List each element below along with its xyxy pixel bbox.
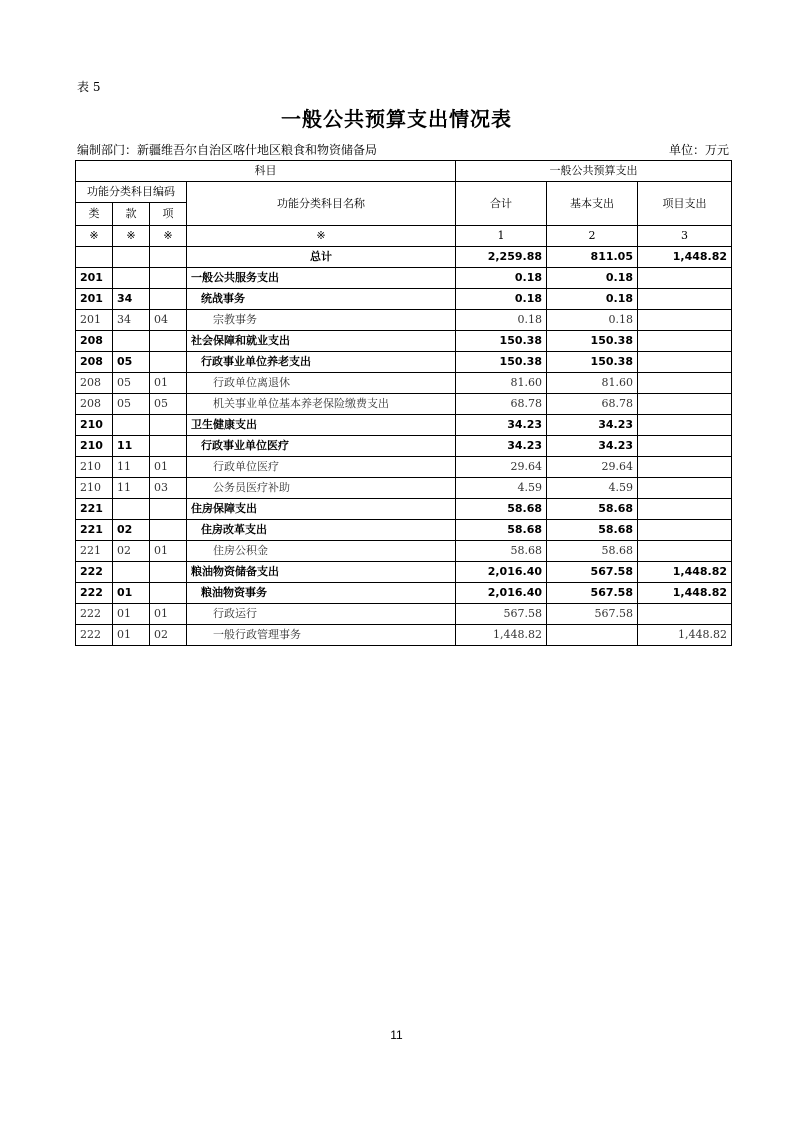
- table-row: [76, 604, 732, 625]
- subject-name: 行政事业单位养老支出: [187, 352, 456, 373]
- amount-total: 0.18: [456, 310, 547, 331]
- page-number: 11: [390, 1028, 403, 1042]
- amount-project: [638, 415, 732, 436]
- amount-total: 4.59: [456, 478, 547, 499]
- amount-project: [638, 394, 732, 415]
- budget-table: [75, 160, 732, 646]
- amount-basic: 58.68: [547, 541, 638, 562]
- table-row: [76, 331, 732, 352]
- amount-project: [638, 457, 732, 478]
- code-xiang: [150, 331, 187, 352]
- total-basic: 811.05: [547, 247, 638, 268]
- amount-basic: 150.38: [547, 331, 638, 352]
- amount-total: 58.68: [456, 499, 547, 520]
- amount-basic: 34.23: [547, 436, 638, 457]
- amount-total: 34.23: [456, 436, 547, 457]
- table-row: [76, 415, 732, 436]
- amount-basic: 81.60: [547, 373, 638, 394]
- table-label: 表 5: [77, 80, 101, 94]
- header-name-col: 功能分类科目名称: [187, 182, 456, 226]
- subject-name: 粮油物资事务: [187, 583, 456, 604]
- amount-project: [638, 436, 732, 457]
- page-title: 一般公共预算支出情况表: [281, 107, 512, 131]
- code-lei: 208: [76, 373, 113, 394]
- code-lei: 208: [76, 331, 113, 352]
- amount-project: [638, 520, 732, 541]
- amount-project: 1,448.82: [638, 562, 732, 583]
- header-basic-col: 基本支出: [547, 182, 638, 226]
- header-budget-group: 一般公共预算支出: [456, 161, 732, 182]
- amount-basic: 29.64: [547, 457, 638, 478]
- code-kuan: 02: [113, 520, 150, 541]
- table-row: [76, 478, 732, 499]
- code-kuan: 01: [113, 604, 150, 625]
- table-cell: [150, 247, 187, 268]
- amount-project: [638, 541, 732, 562]
- table-cell: [76, 247, 113, 268]
- amount-total: 567.58: [456, 604, 547, 625]
- code-xiang: [150, 562, 187, 583]
- amount-total: 29.64: [456, 457, 547, 478]
- code-xiang: 03: [150, 478, 187, 499]
- code-lei: 221: [76, 499, 113, 520]
- amount-project: [638, 499, 732, 520]
- header-subject: 科目: [76, 161, 456, 182]
- table-row: [76, 310, 732, 331]
- table-row: [76, 541, 732, 562]
- code-lei: 210: [76, 436, 113, 457]
- subject-name: 宗教事务: [187, 310, 456, 331]
- header-index: 1: [456, 226, 547, 247]
- code-kuan: [113, 268, 150, 289]
- code-xiang: 01: [150, 457, 187, 478]
- code-kuan: 11: [113, 457, 150, 478]
- subject-name: 行政事业单位医疗: [187, 436, 456, 457]
- amount-basic: 0.18: [547, 310, 638, 331]
- code-kuan: 11: [113, 478, 150, 499]
- amount-basic: 567.58: [547, 562, 638, 583]
- unit-label: 单位：万元: [668, 143, 729, 157]
- header-total-col: 合计: [456, 182, 547, 226]
- code-kuan: 11: [113, 436, 150, 457]
- code-lei: 201: [76, 268, 113, 289]
- table-row: [76, 352, 732, 373]
- table-row: [76, 268, 732, 289]
- subject-name: 行政单位离退休: [187, 373, 456, 394]
- table-row: [76, 436, 732, 457]
- code-lei: 222: [76, 604, 113, 625]
- header-mark: ※: [187, 226, 456, 247]
- amount-basic: 58.68: [547, 499, 638, 520]
- subject-name: 一般行政管理事务: [187, 625, 456, 646]
- amount-total: 58.68: [456, 520, 547, 541]
- header-mark: ※: [76, 226, 113, 247]
- amount-total: 2,016.40: [456, 583, 547, 604]
- code-lei: 221: [76, 520, 113, 541]
- code-lei: 210: [76, 478, 113, 499]
- amount-basic: [547, 625, 638, 646]
- header-code-group: 功能分类科目编码: [76, 182, 187, 203]
- amount-basic: 0.18: [547, 289, 638, 310]
- amount-project: 1,448.82: [638, 625, 732, 646]
- amount-total: 150.38: [456, 331, 547, 352]
- code-xiang: [150, 352, 187, 373]
- code-lei: 222: [76, 625, 113, 646]
- code-lei: 210: [76, 457, 113, 478]
- code-lei: 201: [76, 289, 113, 310]
- code-xiang: 05: [150, 394, 187, 415]
- table-row: [76, 499, 732, 520]
- code-kuan: 01: [113, 583, 150, 604]
- code-lei: 208: [76, 394, 113, 415]
- code-xiang: 01: [150, 541, 187, 562]
- amount-project: [638, 289, 732, 310]
- amount-total: 68.78: [456, 394, 547, 415]
- subject-name: 住房改革支出: [187, 520, 456, 541]
- amount-project: [638, 352, 732, 373]
- table-row: [76, 520, 732, 541]
- amount-total: 0.18: [456, 268, 547, 289]
- amount-total: 81.60: [456, 373, 547, 394]
- header-xiang: 项: [150, 203, 187, 226]
- code-kuan: 05: [113, 352, 150, 373]
- table-row: [76, 394, 732, 415]
- code-lei: 201: [76, 310, 113, 331]
- amount-project: [638, 268, 732, 289]
- header-project-col: 项目支出: [638, 182, 732, 226]
- code-kuan: [113, 562, 150, 583]
- table-row: [76, 583, 732, 604]
- code-xiang: 02: [150, 625, 187, 646]
- table-row: [76, 373, 732, 394]
- amount-basic: 58.68: [547, 520, 638, 541]
- amount-project: 1,448.82: [638, 583, 732, 604]
- code-xiang: [150, 499, 187, 520]
- code-xiang: 04: [150, 310, 187, 331]
- code-kuan: 34: [113, 289, 150, 310]
- department-label: 编制部门：新疆维吾尔自治区喀什地区粮食和物资储备局: [77, 143, 378, 157]
- table-row: [76, 289, 732, 310]
- amount-basic: 0.18: [547, 268, 638, 289]
- subject-name: 公务员医疗补助: [187, 478, 456, 499]
- code-xiang: [150, 289, 187, 310]
- code-kuan: [113, 499, 150, 520]
- amount-basic: 567.58: [547, 604, 638, 625]
- amount-project: [638, 373, 732, 394]
- header-index: 2: [547, 226, 638, 247]
- amount-total: 2,016.40: [456, 562, 547, 583]
- code-lei: 208: [76, 352, 113, 373]
- subject-name: 粮油物资储备支出: [187, 562, 456, 583]
- total-row: [76, 247, 732, 268]
- amount-project: [638, 604, 732, 625]
- code-lei: 222: [76, 562, 113, 583]
- code-kuan: 05: [113, 394, 150, 415]
- subject-name: 住房保障支出: [187, 499, 456, 520]
- table-cell: [113, 247, 150, 268]
- code-lei: 210: [76, 415, 113, 436]
- subject-name: 统战事务: [187, 289, 456, 310]
- code-lei: 222: [76, 583, 113, 604]
- table-row: [76, 457, 732, 478]
- table-row: [76, 625, 732, 646]
- table-row: [76, 562, 732, 583]
- subject-name: 住房公积金: [187, 541, 456, 562]
- amount-basic: 68.78: [547, 394, 638, 415]
- header-kuan: 款: [113, 203, 150, 226]
- header-mark: ※: [113, 226, 150, 247]
- code-kuan: 34: [113, 310, 150, 331]
- code-xiang: 01: [150, 373, 187, 394]
- code-xiang: 01: [150, 604, 187, 625]
- code-xiang: [150, 415, 187, 436]
- amount-project: [638, 478, 732, 499]
- code-xiang: [150, 436, 187, 457]
- amount-basic: 567.58: [547, 583, 638, 604]
- amount-basic: 150.38: [547, 352, 638, 373]
- amount-project: [638, 310, 732, 331]
- amount-total: 34.23: [456, 415, 547, 436]
- code-xiang: [150, 520, 187, 541]
- code-lei: 221: [76, 541, 113, 562]
- amount-total: 0.18: [456, 289, 547, 310]
- amount-total: 150.38: [456, 352, 547, 373]
- subject-name: 卫生健康支出: [187, 415, 456, 436]
- total-project: 1,448.82: [638, 247, 732, 268]
- amount-project: [638, 331, 732, 352]
- subject-name: 机关事业单位基本养老保险缴费支出: [187, 394, 456, 415]
- code-kuan: [113, 331, 150, 352]
- code-kuan: 02: [113, 541, 150, 562]
- header-mark: ※: [150, 226, 187, 247]
- subject-name: 行政单位医疗: [187, 457, 456, 478]
- amount-basic: 4.59: [547, 478, 638, 499]
- subject-name: 行政运行: [187, 604, 456, 625]
- code-xiang: [150, 268, 187, 289]
- header-lei: 类: [76, 203, 113, 226]
- total-amount: 2,259.88: [456, 247, 547, 268]
- code-kuan: 05: [113, 373, 150, 394]
- total-label: 总计: [187, 247, 456, 268]
- subject-name: 一般公共服务支出: [187, 268, 456, 289]
- code-kuan: 01: [113, 625, 150, 646]
- subject-name: 社会保障和就业支出: [187, 331, 456, 352]
- header-index: 3: [638, 226, 732, 247]
- code-xiang: [150, 583, 187, 604]
- amount-total: 58.68: [456, 541, 547, 562]
- amount-total: 1,448.82: [456, 625, 547, 646]
- amount-basic: 34.23: [547, 415, 638, 436]
- code-kuan: [113, 415, 150, 436]
